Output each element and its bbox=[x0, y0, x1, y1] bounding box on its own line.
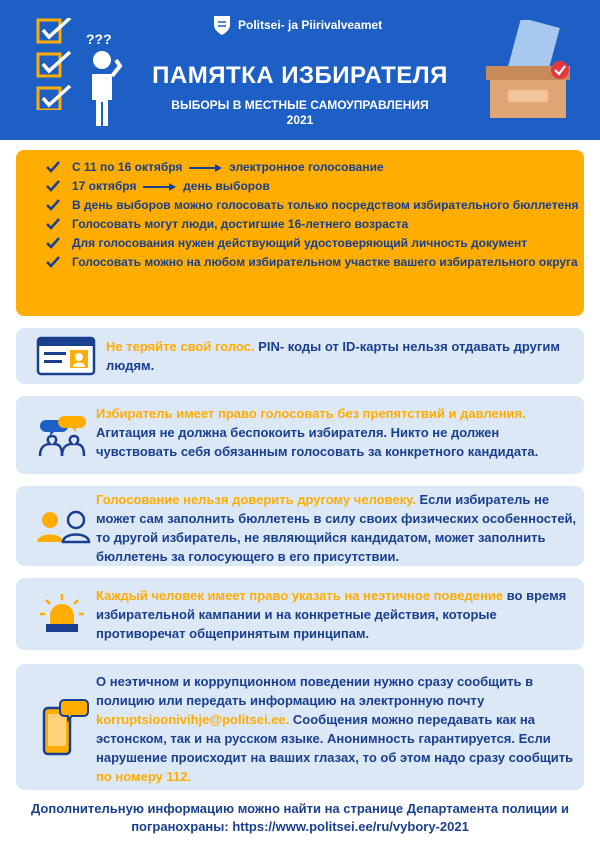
check-bullet-icon bbox=[46, 256, 60, 268]
page-title: ПАМЯТКА ИЗБИРАТЕЛЯ bbox=[152, 62, 448, 89]
check-bullet-icon bbox=[46, 237, 60, 249]
key-points-box bbox=[16, 150, 584, 316]
list-item bbox=[46, 179, 584, 194]
thinking-marks: ??? bbox=[86, 31, 112, 47]
unethical-behavior-card bbox=[16, 578, 584, 650]
report-phone-number: по номеру 112. bbox=[96, 769, 192, 784]
card-highlight: Избиратель имеет право голосовать без препятствий и давления. bbox=[96, 406, 526, 421]
card-highlight: Каждый человек имеет право указать на неэтичное поведение bbox=[96, 588, 504, 603]
check-bullet-icon bbox=[46, 199, 60, 211]
check-bullet-icon bbox=[46, 218, 60, 230]
card-text bbox=[106, 337, 566, 375]
key-points-list bbox=[46, 160, 584, 270]
list-item bbox=[46, 198, 584, 213]
subtitle-year: 2021 bbox=[286, 113, 314, 127]
key-point-text: электронное голосование bbox=[229, 160, 384, 174]
key-point-text: день выборов bbox=[183, 179, 270, 193]
pin-code-card bbox=[16, 328, 584, 384]
arrow-right-icon bbox=[189, 163, 223, 173]
key-point-text: Голосовать могут люди, достигшие 16-летнего возраста bbox=[72, 217, 409, 231]
header-banner bbox=[0, 0, 600, 140]
card-body: PIN- коды от ID-карты нельзя отдавать другим людям. bbox=[106, 339, 560, 373]
key-point-text: 17 октября bbox=[72, 179, 137, 193]
police-logo bbox=[212, 14, 382, 36]
card-body: Сообщения можно передавать как на эстонском, так и на русском языке. Анонимность гарантируется. Если нарушение происходит на ваших глазах, то об этом надо сразу сообщить bbox=[96, 712, 574, 765]
card-body: Агитация не должна беспокоить избирателя. Никто не должен чувствовать себя обязанным голосовать за конкретного кандидата. bbox=[96, 425, 539, 459]
checklist-icon bbox=[36, 18, 76, 110]
alarm-siren-icon bbox=[40, 594, 84, 636]
card-body: во время избирательной кампании и на конкретные действия, которые противоречат общепринятым принципам. bbox=[96, 588, 567, 641]
card-body: О неэтичном и коррупционном поведении нужно сразу сообщить в полицию или передать информацию на электронную почту bbox=[96, 674, 534, 708]
card-highlight: Не теряйте свой голос. bbox=[106, 339, 255, 354]
check-bullet-icon bbox=[46, 180, 60, 192]
list-item bbox=[46, 236, 584, 251]
no-delegation-card bbox=[16, 486, 584, 566]
card-text bbox=[96, 404, 574, 461]
card-text bbox=[96, 490, 578, 566]
report-email-link[interactable]: korruptsioonivihje@politsei.ee. bbox=[96, 712, 290, 727]
list-item bbox=[46, 217, 584, 232]
card-highlight: Голосование нельзя доверить другому человеку. bbox=[96, 492, 416, 507]
card-text bbox=[96, 672, 576, 786]
arrow-right-icon bbox=[143, 182, 177, 192]
ballot-box-icon bbox=[478, 20, 578, 124]
list-item bbox=[46, 160, 584, 175]
key-point-text: В день выборов можно голосовать только посредством избирательного бюллетеня bbox=[72, 198, 579, 212]
footer-info: Дополнительную информацию можно найти на странице Департамента полиции и погранохраны: https://www.politsei.ee/ru/vybory-2021 bbox=[30, 801, 570, 834]
key-point-text: Для голосования нужен действующий удостоверяющий личность документ bbox=[72, 236, 528, 250]
card-text bbox=[96, 586, 574, 643]
page-subtitle bbox=[120, 98, 480, 128]
key-point-text: Голосовать можно на любом избирательном участке вашего избирательного округа bbox=[72, 255, 578, 269]
org-name: Politsei- ja Piirivalveamet bbox=[238, 18, 383, 32]
no-pressure-card bbox=[16, 396, 584, 474]
id-card-icon bbox=[36, 336, 96, 376]
phone-message-icon bbox=[38, 698, 90, 758]
card-body: Если избиратель не может сам заполнить бюллетень в силу своих физических особенностей, то другой избиратель, не являющийся кандидатом, может заполнить бюллетень за голосующего в его присутствии. bbox=[96, 492, 577, 564]
coat-of-arms-icon bbox=[212, 14, 232, 36]
subtitle-line: ВЫБОРЫ В МЕСТНЫЕ САМОУПРАВЛЕНИЯ bbox=[171, 98, 429, 112]
key-point-text: С 11 по 16 октября bbox=[72, 160, 183, 174]
two-people-icon bbox=[36, 510, 92, 544]
conversation-icon bbox=[36, 414, 88, 458]
check-bullet-icon bbox=[46, 161, 60, 173]
list-item bbox=[46, 255, 584, 270]
report-card bbox=[16, 664, 584, 790]
